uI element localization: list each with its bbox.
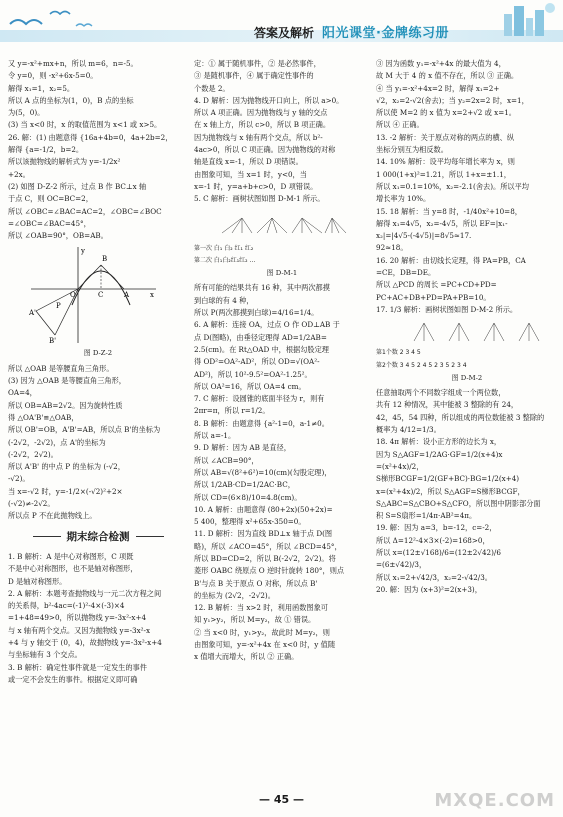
text-line: 所以 CD=(6×8)/10=4.8(cm)。 <box>194 492 302 502</box>
text-line: 7. C 解析：设圆锥的底面半径为 r，则有 <box>194 394 325 404</box>
text-line: 4. D 解析：因为抛物线开口向上，所以 a>0。 <box>194 95 344 105</box>
text-line: 所以 Δ=12²-4×3×(-2)=168>0， <box>376 535 490 545</box>
column-left-text <box>8 58 188 242</box>
text-line: 13. -2 解析：关于原点对称的两点的横、纵 <box>376 132 515 142</box>
text-line: 得 △OA'B'≌△OAB， <box>8 412 79 422</box>
figure-caption: 图 D-Z-2 <box>83 349 113 358</box>
text-line: 所有可能的结果共有 16 种，其中两次都摸 <box>194 283 330 293</box>
text-line: =CE，DB=DE。 <box>376 268 436 278</box>
text-line: 增长率为 10%。 <box>376 194 431 204</box>
text-line: x=-1 时，y=a+b+c>0，D 项错误。 <box>194 181 318 191</box>
text-line: 由图象可知，y=-x²+4x 在 x<0 时，y 值随 <box>194 640 336 650</box>
text-line: 知 y₁>y₂，所以 M=y₂，故 ① 错误。 <box>194 615 316 625</box>
text-line: 12. B 解析：当 x>2 时，利用函数图象可 <box>194 603 328 613</box>
text-line: 所以使 M=2 的 x 值为 x=2+√2 或 x=1。 <box>376 108 516 118</box>
text-line: 概率为 4/12=1/3。 <box>376 425 441 435</box>
text-line: 的坐标为 (2√2，-2√2)。 <box>194 590 275 600</box>
fig-label-c: C <box>98 291 104 300</box>
text-line: 所以该抛物线的解析式为 y=-1/2x² <box>8 157 121 167</box>
fig-label-p: P <box>56 302 61 311</box>
text-line: 92≈18。 <box>376 243 408 253</box>
text-line: 16. 20 解析：由切线长定理，得 PA=PB，CA <box>376 255 526 265</box>
text-line: 到白球的有 4 种， <box>194 295 254 305</box>
text-line: B'与点 B 关于原点 O 对称，所以点 B' <box>194 578 318 588</box>
text-line: 所以 OB'=OB，A'B'=AB，所以点 B'的坐标为 <box>8 425 161 435</box>
page-number: — 45 — <box>259 793 304 806</box>
text-line: 积 S=S扇形=1/4π·AB²=4π。 <box>376 511 477 521</box>
column-right <box>376 58 558 596</box>
text-line: 所以 A 点的坐标为(1，0)，B 点的坐标 <box>8 95 134 105</box>
text-line: (2) 如图 D-Z-2 所示，过点 B 作 BC⊥x 轴 <box>8 181 147 191</box>
text-line: S△ABC=S△CBO+S△CFO，所以图中阴影部分面 <box>376 498 541 508</box>
tree-diagram-d-m-2 <box>394 319 544 345</box>
text-line: 5 400，整理得 x²+65x-350=0。 <box>194 517 306 527</box>
text-line: 20. 解：因为 (x+3)²=2(x+3)， <box>376 584 482 594</box>
tree-diagram-d-m-1 <box>212 209 352 241</box>
text-line: 1 000(1+x)²=1.21，所以 1+x=±1.1， <box>376 169 511 179</box>
text-line: x₂|=|4√5-(-4√5)|=8√5≈17. <box>376 231 472 241</box>
text-line: 所以 △PCD 的周长 =PC+CD+PD= <box>376 280 497 290</box>
text-line: 14. 10% 解析：设平均每年增长率为 x，则 <box>376 157 515 167</box>
text-line: =1+48=49>0，所以抛物线 y=-3x²-x+4 <box>8 613 147 623</box>
figure-caption: 图 D-M-1 <box>266 269 298 278</box>
text-line: 所以 A 项正确。因为抛物线与 y 轴的交点 <box>194 108 328 118</box>
tree-row-2: 第2个数 3 4 5 2 4 5 2 3 5 2 3 4 <box>376 361 467 369</box>
tree-row-1: 第一次 白₁ 白₂ 红₁ 红₂ <box>194 244 254 252</box>
text-line: 故 M 大于 4 的 x 值不存在，所以 ③ 正确。 <box>376 71 519 81</box>
text-line: 得 OD²=OA²-AD²，所以 OD=√(OA²- <box>194 357 320 367</box>
text-line: 所以 A'B' 的中点 P 的坐标为 (-√2， <box>8 462 125 472</box>
text-line: 解得 {a=-1/2，b=2。 <box>8 145 84 155</box>
fig-label-b: B <box>102 255 108 264</box>
text-line: 所以 x=(12±√168)/6=(12±2√42)/6 <box>376 547 501 557</box>
text-line: -√2)。 <box>8 474 30 484</box>
text-line: S梯形BCGF=1/2(GF+BC)·BG=1/2(x+4) <box>376 474 520 484</box>
text-line: 坐标分别互为相反数。 <box>376 145 448 155</box>
column-middle <box>194 58 370 664</box>
text-line: 令 y=0，则 -x²+6x-5=0。 <box>8 71 98 81</box>
text-line: 所以 1/2AB·CD=1/2AC·BC， <box>194 480 295 490</box>
text-line: =(x²+4x)/2， <box>376 461 424 471</box>
text-line: 当 x=-√2 时，y=-1/2×(-√2)²+2× <box>8 486 123 496</box>
text-line: x 值增大而增大，所以 ② 正确。 <box>194 652 299 662</box>
text-line: 6. A 解析：连接 OA，过点 O 作 OD⊥AB 于 <box>194 320 340 330</box>
text-line: (-√2)≠-2√2。 <box>8 499 55 509</box>
text-line: 4ac>0，所以 C 项正确。因为抛物线的对称 <box>194 145 336 155</box>
text-line: 所以 ∠OAB=90°，OB=AB。 <box>8 231 108 241</box>
text-line: 8. B 解析：由题意得 {a²-1=0，a-1≠0。 <box>194 418 329 428</box>
text-line: +4 与 y 轴交于 (0，4)，故抛物线 y=-3x²-x+4 <box>8 637 162 647</box>
text-line: 所以 x₁=2+√42/3，x₂=2-√42/3。 <box>376 572 492 582</box>
text-line: D 是轴对称图形。 <box>8 576 67 586</box>
figure-caption: 图 D-M-2 <box>451 373 483 382</box>
watermark: MXQE.COM <box>434 790 555 811</box>
header-title: 答案及解析 <box>254 26 315 40</box>
column-right-text-2 <box>376 387 558 596</box>
text-line: 又 y=-x²+mx+n，所以 m=6，n=-5。 <box>8 59 138 68</box>
city-skyline-icon <box>500 0 560 40</box>
text-line: =(6±√42)/3， <box>376 560 427 570</box>
text-line: 9. D 解析：因为 AB 是直径， <box>194 443 291 453</box>
header-series-title: 阳光课堂·金牌练习册 <box>322 26 449 41</box>
text-line: 所以 OB=AB=2√2。因为旋转性质 <box>8 400 123 410</box>
text-line: 在 x 轴上方，所以 c>0，所以 B 项正确。 <box>194 120 331 130</box>
text-line: √2，x₂=2-√2(舍去)；当 y₂=2x=2 时，x=1， <box>376 95 529 105</box>
text-line: 26. 解：(1) 由题意得 {16a+4b=0，4a+2b=2， <box>8 132 173 142</box>
text-line: 所以 △OAB 是等腰直角三角形。 <box>8 363 114 373</box>
column-left-text-2 <box>8 363 188 523</box>
text-line: ② 当 x<0 时，y₁>y₂，故此时 M=y₂，则 <box>194 627 330 637</box>
text-line: 3. B 解析：确定性事件就是一定发生的事件 <box>8 662 147 672</box>
text-line: 所以 ∠OBC=∠BAC=AC=2，∠OBC=∠BOC <box>8 206 162 216</box>
text-line: 因为 S△AGF=1/2AG·GF=1/2(x+4)x <box>376 449 503 459</box>
text-line: 所以 ∠ACB=90°， <box>194 455 259 465</box>
parabola-figure-d-z-2 <box>26 245 161 345</box>
text-line: 的关系得，b²-4ac=(-1)²-4×(-3)×4 <box>8 601 125 611</box>
text-line: 11. D 解析：因为直线 BD⊥x 轴于点 D(图 <box>194 529 333 539</box>
text-line: 15. 18 解析：当 y=8 时，-1/40x²+10=8， <box>376 206 522 216</box>
text-line: (3) 因为 △OAB 是等腰直角三角形， <box>8 376 126 386</box>
text-line: 因为抛物线与 x 轴有两个交点，所以 b²- <box>194 132 323 142</box>
text-line: (-2√2，-2√2)，点 A'的坐标为 <box>8 437 106 447</box>
text-line: OA=4， <box>8 388 37 398</box>
text-line: 2πr=π，所以 r=1/2。 <box>194 406 270 416</box>
text-line: ④ 当 y₁=-x²+4x=2 时，解得 x₁=2+ <box>376 83 500 93</box>
text-line: 所以 OA²=16，所以 OA=4 cm。 <box>194 381 306 391</box>
text-line: ③ 因为函数 y₁=-x²+4x 的最大值为 4， <box>376 59 506 68</box>
text-line: =∠OBC=∠BAC=45°， <box>8 218 91 228</box>
text-line: (-2√2，2√2)。 <box>8 449 58 459</box>
text-line: AD²)，所以 10²-9.5²=OA²-1.25²。 <box>194 369 312 379</box>
text-line: 5. C 解析：画树状图如图 D-M-1 所示。 <box>194 194 325 204</box>
column-right-text <box>376 58 558 316</box>
text-line: 不是中心对称图形，也不是轴对称图形， <box>8 564 138 574</box>
text-line: +2x。 <box>8 169 30 179</box>
column-left <box>8 58 188 686</box>
text-line: 点 D(图略)，由垂径定理得 AD=1/2AB= <box>194 332 327 342</box>
text-line: 所以点 P 不在此抛物线上。 <box>8 511 97 521</box>
text-line: ③ 是随机事件，④ 属于确定性事件的 <box>194 71 314 81</box>
fig-label-y: y <box>81 247 85 256</box>
text-line: 所以 x₁=0.1=10%，x₂=-2.1(舍去)。所以平均 <box>376 181 529 191</box>
text-line: 略)，所以 ∠ACO=45°，所以 ∠BCD=45°， <box>194 541 342 551</box>
text-line: 2. A 解析：本题考查抛物线与一元二次方程之间 <box>8 588 162 598</box>
text-line: 解得 x₁=1，x₂=5。 <box>8 83 75 93</box>
text-line: (3) 当 x<0 时，x 的取值范围为 x<1 或 x>5。 <box>8 120 162 130</box>
page-header <box>0 0 563 46</box>
tree-row-2: 第二次 白₁白₂红₁红₂ … <box>194 256 256 264</box>
text-line: 所以 AB=√(8²+6²)=10(cm)(勾股定理)， <box>194 467 332 477</box>
text-line: 与 x 轴有两个交点。又因为抛物线 y=-3x²-x <box>8 625 151 635</box>
column-middle-text <box>194 58 370 206</box>
tree-row-1: 第1个数 2 3 4 5 <box>376 349 421 357</box>
column-left-text-3 <box>8 551 188 686</box>
text-line: 所以 BD=CD=2，所以 B(-2√2，2√2)。将 <box>194 553 336 563</box>
text-line: 19. 解：因为 a=3，b=-12，c=-2， <box>376 523 497 533</box>
text-line: 共有 12 种情况，其中能被 3 整除的有 24， <box>376 400 519 410</box>
section-title: 期末综合检测 <box>8 531 188 543</box>
text-line: 由图象可知，当 x=1 时，y<0，当 <box>194 169 307 179</box>
text-line: 为(5，0)。 <box>8 108 45 118</box>
text-line: 定：① 属于随机事件，② 是必然事件， <box>194 59 321 68</box>
text-line: 与坐标轴有 3 个交点。 <box>8 650 82 660</box>
text-line: x=(x²+4x)/2，所以 S△AGF=S梯形BCGF， <box>376 486 525 496</box>
text-line: 2.5(cm)。在 Rt△OAD 中，根据勾股定理 <box>194 344 329 354</box>
text-line: 所以 a=-1。 <box>194 431 236 441</box>
text-line: 任意抽取两个不同数字组成一个两位数， <box>376 388 506 398</box>
text-line: 轴是直线 x=-1，所以 D 项错误。 <box>194 157 303 167</box>
text-line: 菱形 OABC 绕原点 O 逆时针旋转 180°，则点 <box>194 566 345 576</box>
text-line: 个数是 2。 <box>194 83 230 93</box>
text-line: PC+AC+DB+PD=PA+PB=10。 <box>376 292 491 302</box>
text-line: 10. A 解析：由题意得 (80+2x)(50+2x)= <box>194 504 333 514</box>
text-line: 所以 P(两次都摸到白球)=4/16=1/4。 <box>194 308 319 318</box>
text-line: 解得 x₁=4√5，x₂=-4√5，所以 EF=|x₁- <box>376 218 508 228</box>
fig-label-x: x <box>150 291 154 300</box>
text-line: 所以 ④ 正确。 <box>376 120 424 130</box>
text-line: 18. 4π 解析：设小正方形的边长为 x， <box>376 437 502 447</box>
column-middle-text-2 <box>194 282 370 663</box>
fig-label-a: A <box>124 291 130 300</box>
text-line: 1. B 解析：A 是中心对称图形，C 项既 <box>8 551 134 561</box>
fig-label-a-prime: A' <box>29 309 36 318</box>
fig-label-b-prime: B' <box>49 337 57 346</box>
text-line: 17. 1/3 解析：画树状图如图 D-M-2 所示。 <box>376 304 518 314</box>
text-line: 或一定不会发生的事件。根据定义即可确 <box>8 674 138 684</box>
text-line: 于点 C，则 OC=BC=2， <box>8 194 93 204</box>
fig-label-o: O <box>70 291 76 300</box>
text-line: 42，45，54 四种，所以组成的两位数能被 3 整除的 <box>376 412 545 422</box>
